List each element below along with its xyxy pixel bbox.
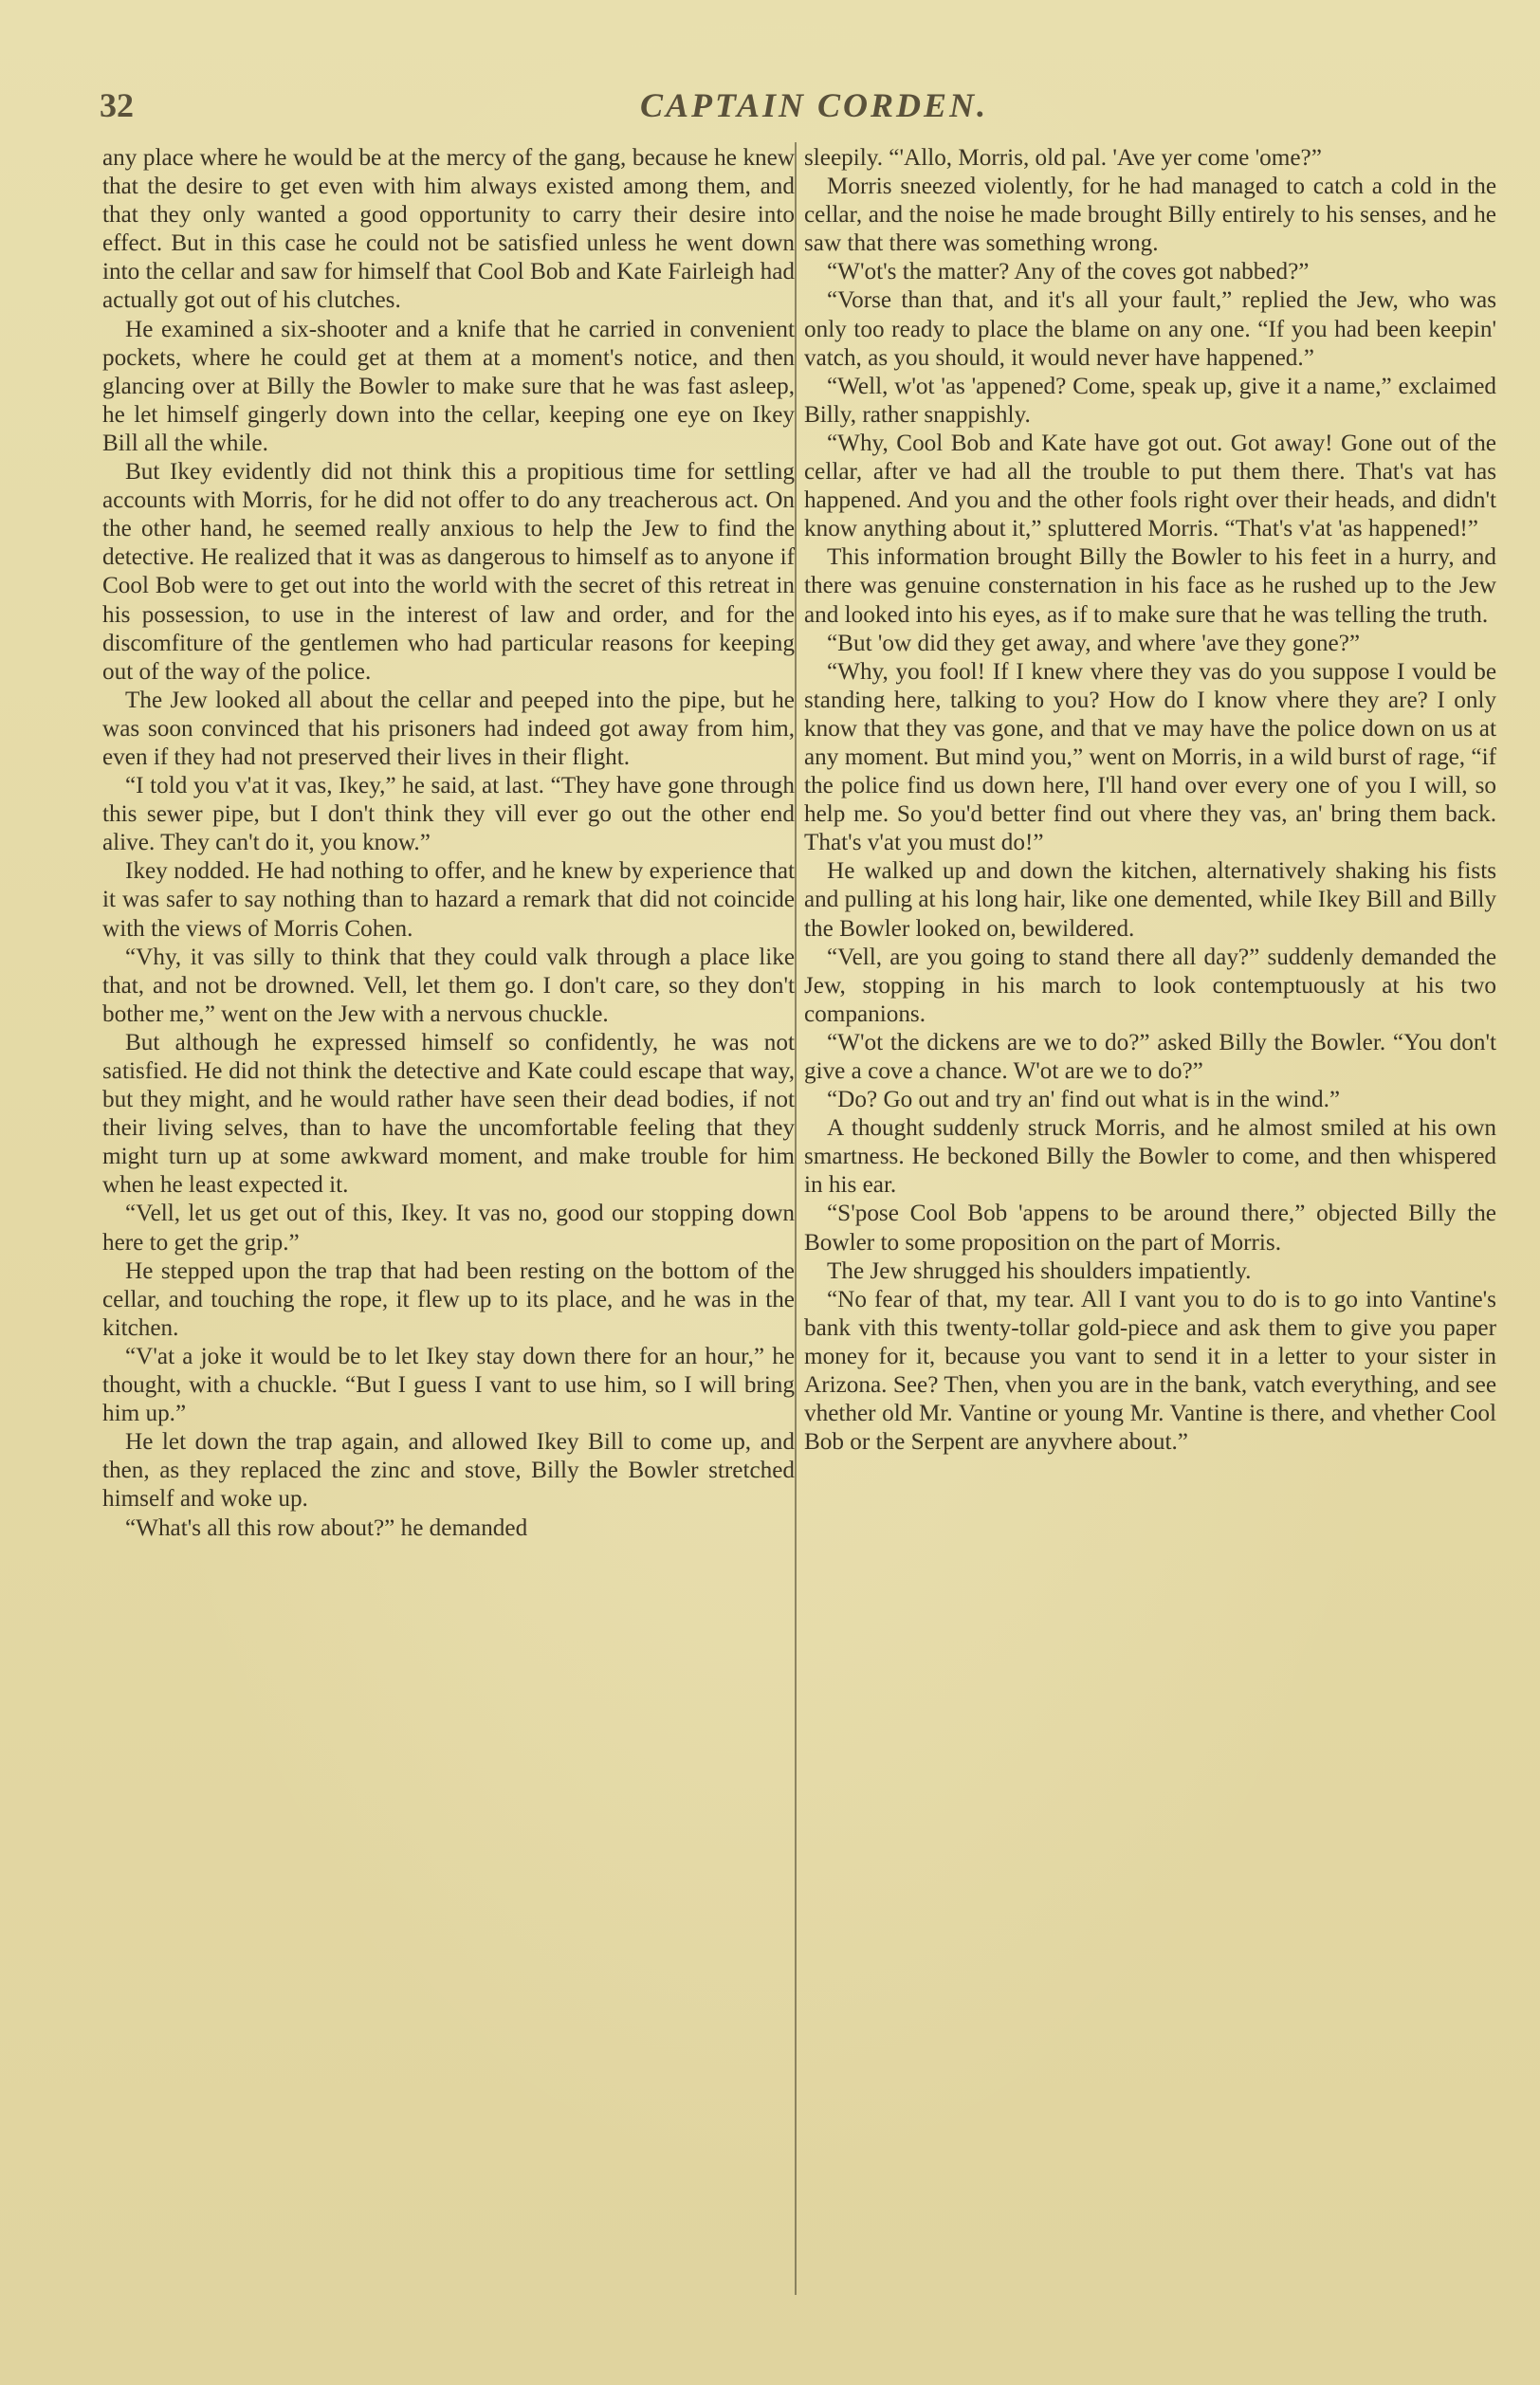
left-column [102, 144, 795, 1543]
paragraph: The Jew looked all about the cellar and peeped into the pipe, but he was soon convinced that his prisoners had indeed got away from him, even if they had not preserved their lives in their flight. [102, 687, 795, 770]
paragraph: “Vell, are you going to stand there all day?” suddenly demanded the Jew, stopping in his march to look contemptuously at his two companions. [804, 944, 1496, 1027]
paragraph: “But 'ow did they get away, and where 'ave they gone?” [827, 630, 1361, 656]
paragraph: But Ikey evidently did not think this a propitious time for settling accounts with Morris, for he did not offer to do any treacherous act. On the other hand, he seemed really anxious to help the Jew to find the detective. He realized that it was as dangerous to himself as to anyone if Cool Bob were to get out into the world with the secret of this retreat in his possession, to use in the interest of law and order, and for the discomfiture of the gentlemen who had particular reasons for keeping out of the way of the police. [102, 459, 795, 685]
paragraph: “W'ot the dickens are we to do?” asked Billy the Bowler. “You don't give a cove a chance. W'ot are we to do?” [804, 1029, 1496, 1084]
paragraph: “Well, w'ot 'as 'appened? Come, speak up, give it a name,” exclaimed Billy, rather snappishly. [804, 373, 1496, 428]
paragraph: “Vorse than that, and it's all your fault,” replied the Jew, who was only too ready to place the blame on any one. “If you had been keepin' vatch, as you should, it would never have happened.” [804, 287, 1496, 371]
paragraph: “S'pose Cool Bob 'appens to be around there,” objected Billy the Bowler to some proposition on the part of Morris. [804, 1201, 1496, 1256]
paragraph: “Vhy, it vas silly to think that they could valk through a place like that, and not be drowned. Vell, let them go. I don't care, so they don't bother me,” went on the Jew with a nervous chuckle. [102, 944, 795, 1027]
paragraph: Ikey nodded. He had nothing to offer, and he knew by experience that it was safer to say nothing than to hazard a remark that did not coincide with the views of Morris Cohen. [102, 858, 795, 942]
paragraph: “I told you v'at it vas, Ikey,” he said, at last. “They have gone through this sewer pipe, but I don't think they vill ever go out the other end alive. They can't do it, you know.” [102, 773, 795, 856]
paragraph: He let down the trap again, and allowed Ikey Bill to come up, and then, as they replaced the zinc and stove, Billy the Bowler stretched himself and woke up. [102, 1429, 795, 1513]
right-column [804, 144, 1496, 1457]
paragraph: “V'at a joke it would be to let Ikey stay down there for an hour,” he thought, with a chuckle. “But I guess I vant to use him, so I will bring him up.” [102, 1343, 795, 1427]
paragraph: But although he expressed himself so confidently, he was not satisfied. He did not think the detective and Kate could escape that way, but they might, and he would rather have seen their dead bodies, if not their living selves, than to have the uncomfortable feeling that they might turn up at some awkward moment, and make trouble for him when he least expected it. [102, 1029, 795, 1199]
paragraph: “Vell, let us get out of this, Ikey. It vas no, good our stopping down here to get the grip.” [102, 1201, 795, 1256]
paragraph: any place where he would be at the mercy of the gang, because he knew that the desire to get even with him always existed among them, and that they only wanted a good opportunity to carry their desire into effect. But in this case he could not be satisfied unless he went down into the cellar and saw for himself that Cool Bob and Kate Fairleigh had actually got out of his clutches. [102, 145, 795, 314]
page-number: 32 [100, 86, 134, 124]
paragraph: “W'ot's the matter? Any of the coves got nabbed?” [827, 259, 1310, 285]
paragraph: This information brought Billy the Bowler to his feet in a hurry, and there was genuine consternation in his face as he rushed up to the Jew and looked into his eyes, as if to make sure that he was telling the truth. [804, 544, 1496, 628]
paragraph: “No fear of that, my tear. All I vant you to do is to go into Vantine's bank vith this twenty-tollar gold-piece and ask them to give you paper money for it, because you vant to send it in a letter to your sister in Arizona. See? Then, vhen you are in the bank, vatch everything, and see vhether old Mr. Vantine or young Mr. Vantine is there, and vhether Cool Bob or the Serpent are anyvhere about.” [804, 1286, 1496, 1456]
paragraph: Morris sneezed violently, for he had managed to catch a cold in the cellar, and the noise he made brought Billy entirely to his senses, and he saw that there was something wrong. [804, 174, 1496, 257]
column-divider [795, 142, 797, 2295]
paragraph: He walked up and down the kitchen, alternatively shaking his fists and pulling at his long hair, like one demented, while Ikey Bill and Billy the Bowler looked on, bewildered. [804, 858, 1496, 942]
paragraph: He stepped upon the trap that had been resting on the bottom of the cellar, and touching the rope, it flew up to its place, and he was in the kitchen. [102, 1257, 795, 1341]
paragraph: sleepily. “'Allo, Morris, old pal. 'Ave yer come 'ome?” [804, 145, 1322, 171]
paragraph: A thought suddenly struck Morris, and he almost smiled at his own smartness. He beckoned Billy the Bowler to come, and then whispered in his ear. [804, 1115, 1496, 1199]
running-title: CAPTAIN CORDEN. [640, 86, 989, 124]
paragraph: “What's all this row about?” he demanded [125, 1514, 528, 1541]
paragraph: “Do? Go out and try an' find out what is in the wind.” [827, 1087, 1341, 1113]
page-header [100, 85, 1475, 142]
paragraph: He examined a six-shooter and a knife that he carried in convenient pockets, where he could get at them at a moment's notice, and then glancing over at Billy the Bowler to make sure that he was fast asleep, he let himself gingerly down into the cellar, keeping one eye on Ikey Bill all the while. [102, 316, 795, 456]
paragraph: “Why, you fool! If I knew vhere they vas do you suppose I vould be standing here, talking to you? How do I know vhere they are? I only know that they vas gone, and that ve may have the police down on us at any moment. But mind you,” went on Morris, in a wild burst of rage, “if the police find us down here, I'll hand over every one of you I will, so help me. So you'd better find out vhere they vas, an' bring them back. That's v'at you must do!” [804, 658, 1496, 856]
paragraph: “Why, Cool Bob and Kate have got out. Got away! Gone out of the cellar, after ve had all the trouble to put them there. That's vat has happened. And you and the other fools right over their heads, and didn't know anything about it,” spluttered Morris. “That's v'at 'as happened!” [804, 430, 1496, 542]
paragraph: The Jew shrugged his shoulders impatiently. [827, 1257, 1252, 1284]
